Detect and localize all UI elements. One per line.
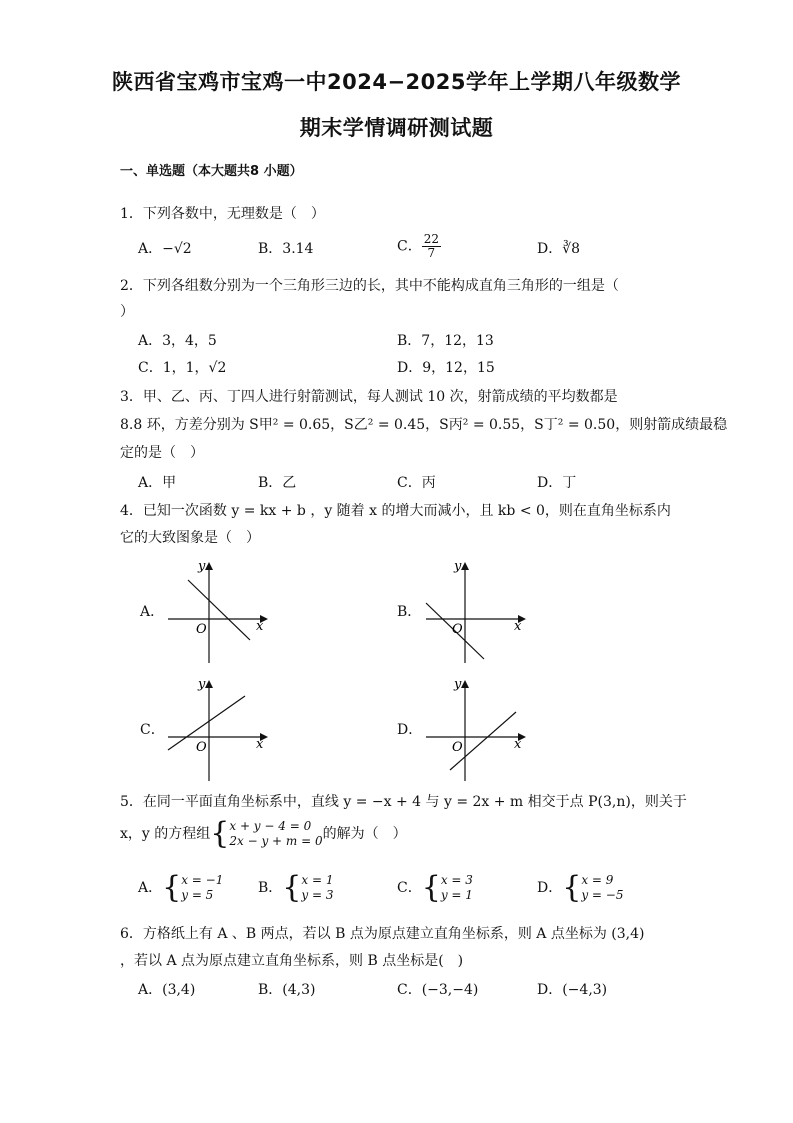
- q4-line1: 4．已知一次函数 y = kx + b ，y 随着 x 的增大而减小，且 kb < 0，则在直角坐标系内: [120, 503, 671, 519]
- q5-b-x: x = 1: [301, 873, 334, 887]
- q4-graph-a: [160, 560, 270, 666]
- section-heading: 一、单选题（本大题共8 小题）: [120, 164, 303, 179]
- brace-icon: {: [282, 870, 302, 905]
- q4-option-b-label: B．: [397, 604, 422, 620]
- q5-d-y: y = −5: [581, 888, 624, 902]
- origin-label: O: [452, 622, 463, 637]
- q5-option-c: [397, 870, 473, 905]
- q2-option-d: D．9，12，15: [397, 360, 495, 376]
- q3-option-d: D．丁: [537, 475, 577, 491]
- origin-label: O: [452, 740, 463, 755]
- q2-stem: 2．下列各组数分别为一个三角形三边的长，其中不能构成直角三角形的一组是（: [120, 278, 619, 294]
- q5-c-x: x = 3: [440, 873, 473, 887]
- q4-option-d-label: D．: [397, 722, 423, 738]
- q5-a-y: y = 5: [181, 888, 214, 902]
- q6-option-c: C．(−3,−4): [397, 982, 479, 998]
- x-label: x: [256, 619, 264, 634]
- q4-option-a-label: A．: [140, 604, 165, 620]
- q5-option-b-label: B．: [258, 880, 283, 896]
- exam-title-line2: 期末学情调研测试题: [299, 116, 494, 140]
- q3-option-c: C．丙: [397, 475, 436, 491]
- q3-line1: 3．甲、乙、丙、丁四人进行射箭测试，每人测试 10 次，射箭成绩的平均数都是: [120, 389, 618, 405]
- q4-graph-d: [418, 678, 528, 784]
- q4-graph-c: [160, 678, 270, 784]
- q4-line2: 它的大致图象是（ ）: [120, 530, 260, 546]
- q5-line2-pre: x，y 的方程组: [120, 826, 211, 842]
- q6-option-d: D．(−4,3): [537, 982, 608, 998]
- q5-option-a: [138, 870, 224, 905]
- q1-stem: 1．下列各数中，无理数是（ ）: [120, 206, 325, 222]
- x-label: x: [514, 737, 522, 752]
- q5-a-x: x = −1: [181, 873, 224, 887]
- q1-option-b: B．3.14: [258, 241, 314, 257]
- q3-line2: 8.8 环，方差分别为 S甲² = 0.65，S乙² = 0.45，S丙² = 0.55，S丁² = 0.50，则射箭成绩最稳: [120, 417, 728, 433]
- brace-icon: {: [562, 870, 582, 905]
- y-axis-arrow-icon: [205, 680, 213, 688]
- q3-option-a: A．甲: [138, 475, 177, 491]
- y-label: y: [198, 559, 206, 574]
- q2-option-b: B．7，12，13: [397, 333, 494, 349]
- q6-option-b: B．(4,3): [258, 982, 316, 998]
- q1-option-c-label: C．: [397, 238, 422, 255]
- q5-line2: [120, 816, 407, 851]
- q5-option-d: [537, 870, 624, 905]
- q5-option-d-label: D．: [537, 880, 563, 896]
- brace-icon: {: [421, 870, 441, 905]
- q5-equation-system: [210, 816, 323, 851]
- q5-option-c-label: C．: [397, 880, 422, 896]
- q5-eq1: x + y − 4 = 0: [229, 819, 312, 833]
- y-axis-arrow-icon: [461, 680, 469, 688]
- x-label: x: [514, 619, 522, 634]
- q1-option-c-fraction: [422, 233, 441, 260]
- y-axis-arrow-icon: [205, 562, 213, 570]
- q6-option-a: A．(3,4): [138, 982, 196, 998]
- q3-line3: 定的是（ ）: [120, 445, 204, 461]
- y-axis-arrow-icon: [461, 562, 469, 570]
- y-label: y: [454, 559, 462, 574]
- q5-eq2: 2x − y + m = 0: [229, 834, 323, 848]
- q5-d-x: x = 9: [581, 873, 614, 887]
- q6-line1: 6．方格纸上有 A 、B 两点，若以 B 点为原点建立直角坐标系，则 A 点坐标为 (3,4): [120, 926, 645, 942]
- exam-title-line1: 陕西省宝鸡市宝鸡一中2024−2025学年上学期八年级数学: [112, 70, 681, 94]
- brace-icon: {: [210, 816, 230, 851]
- q1-option-d: D．∛8: [537, 241, 581, 257]
- origin-label: O: [196, 740, 207, 755]
- origin-label: O: [196, 622, 207, 637]
- q5-line1: 5．在同一平面直角坐标系中，直线 y = −x + 4 与 y = 2x + m 相交于点 P(3,n)，则关于: [120, 794, 687, 810]
- q1-c-denominator: 7: [427, 246, 436, 260]
- q5-c-y: y = 1: [440, 888, 473, 902]
- q2-option-a: A．3，4，5: [138, 333, 217, 349]
- q1-option-c: [397, 233, 441, 260]
- q5-option-a-label: A．: [138, 880, 163, 896]
- y-label: y: [198, 677, 206, 692]
- x-label: x: [256, 737, 264, 752]
- q2-stem-cont: ）: [120, 304, 134, 320]
- q5-option-b: [258, 870, 334, 905]
- q1-c-numerator: 22: [423, 232, 439, 246]
- q1-option-a: A．−√2: [138, 241, 192, 257]
- brace-icon: {: [162, 870, 182, 905]
- q6-line2: ，若以 A 点为原点建立直角坐标系，则 B 点坐标是( ): [120, 953, 464, 969]
- q2-option-c: C．1，1，√2: [138, 360, 227, 376]
- y-label: y: [454, 677, 462, 692]
- q5-b-y: y = 3: [301, 888, 334, 902]
- q4-graph-b: [418, 560, 528, 666]
- q3-option-b: B．乙: [258, 475, 297, 491]
- q4-option-c-label: C．: [140, 722, 165, 738]
- q5-line2-post: 的解为（ ）: [322, 826, 407, 842]
